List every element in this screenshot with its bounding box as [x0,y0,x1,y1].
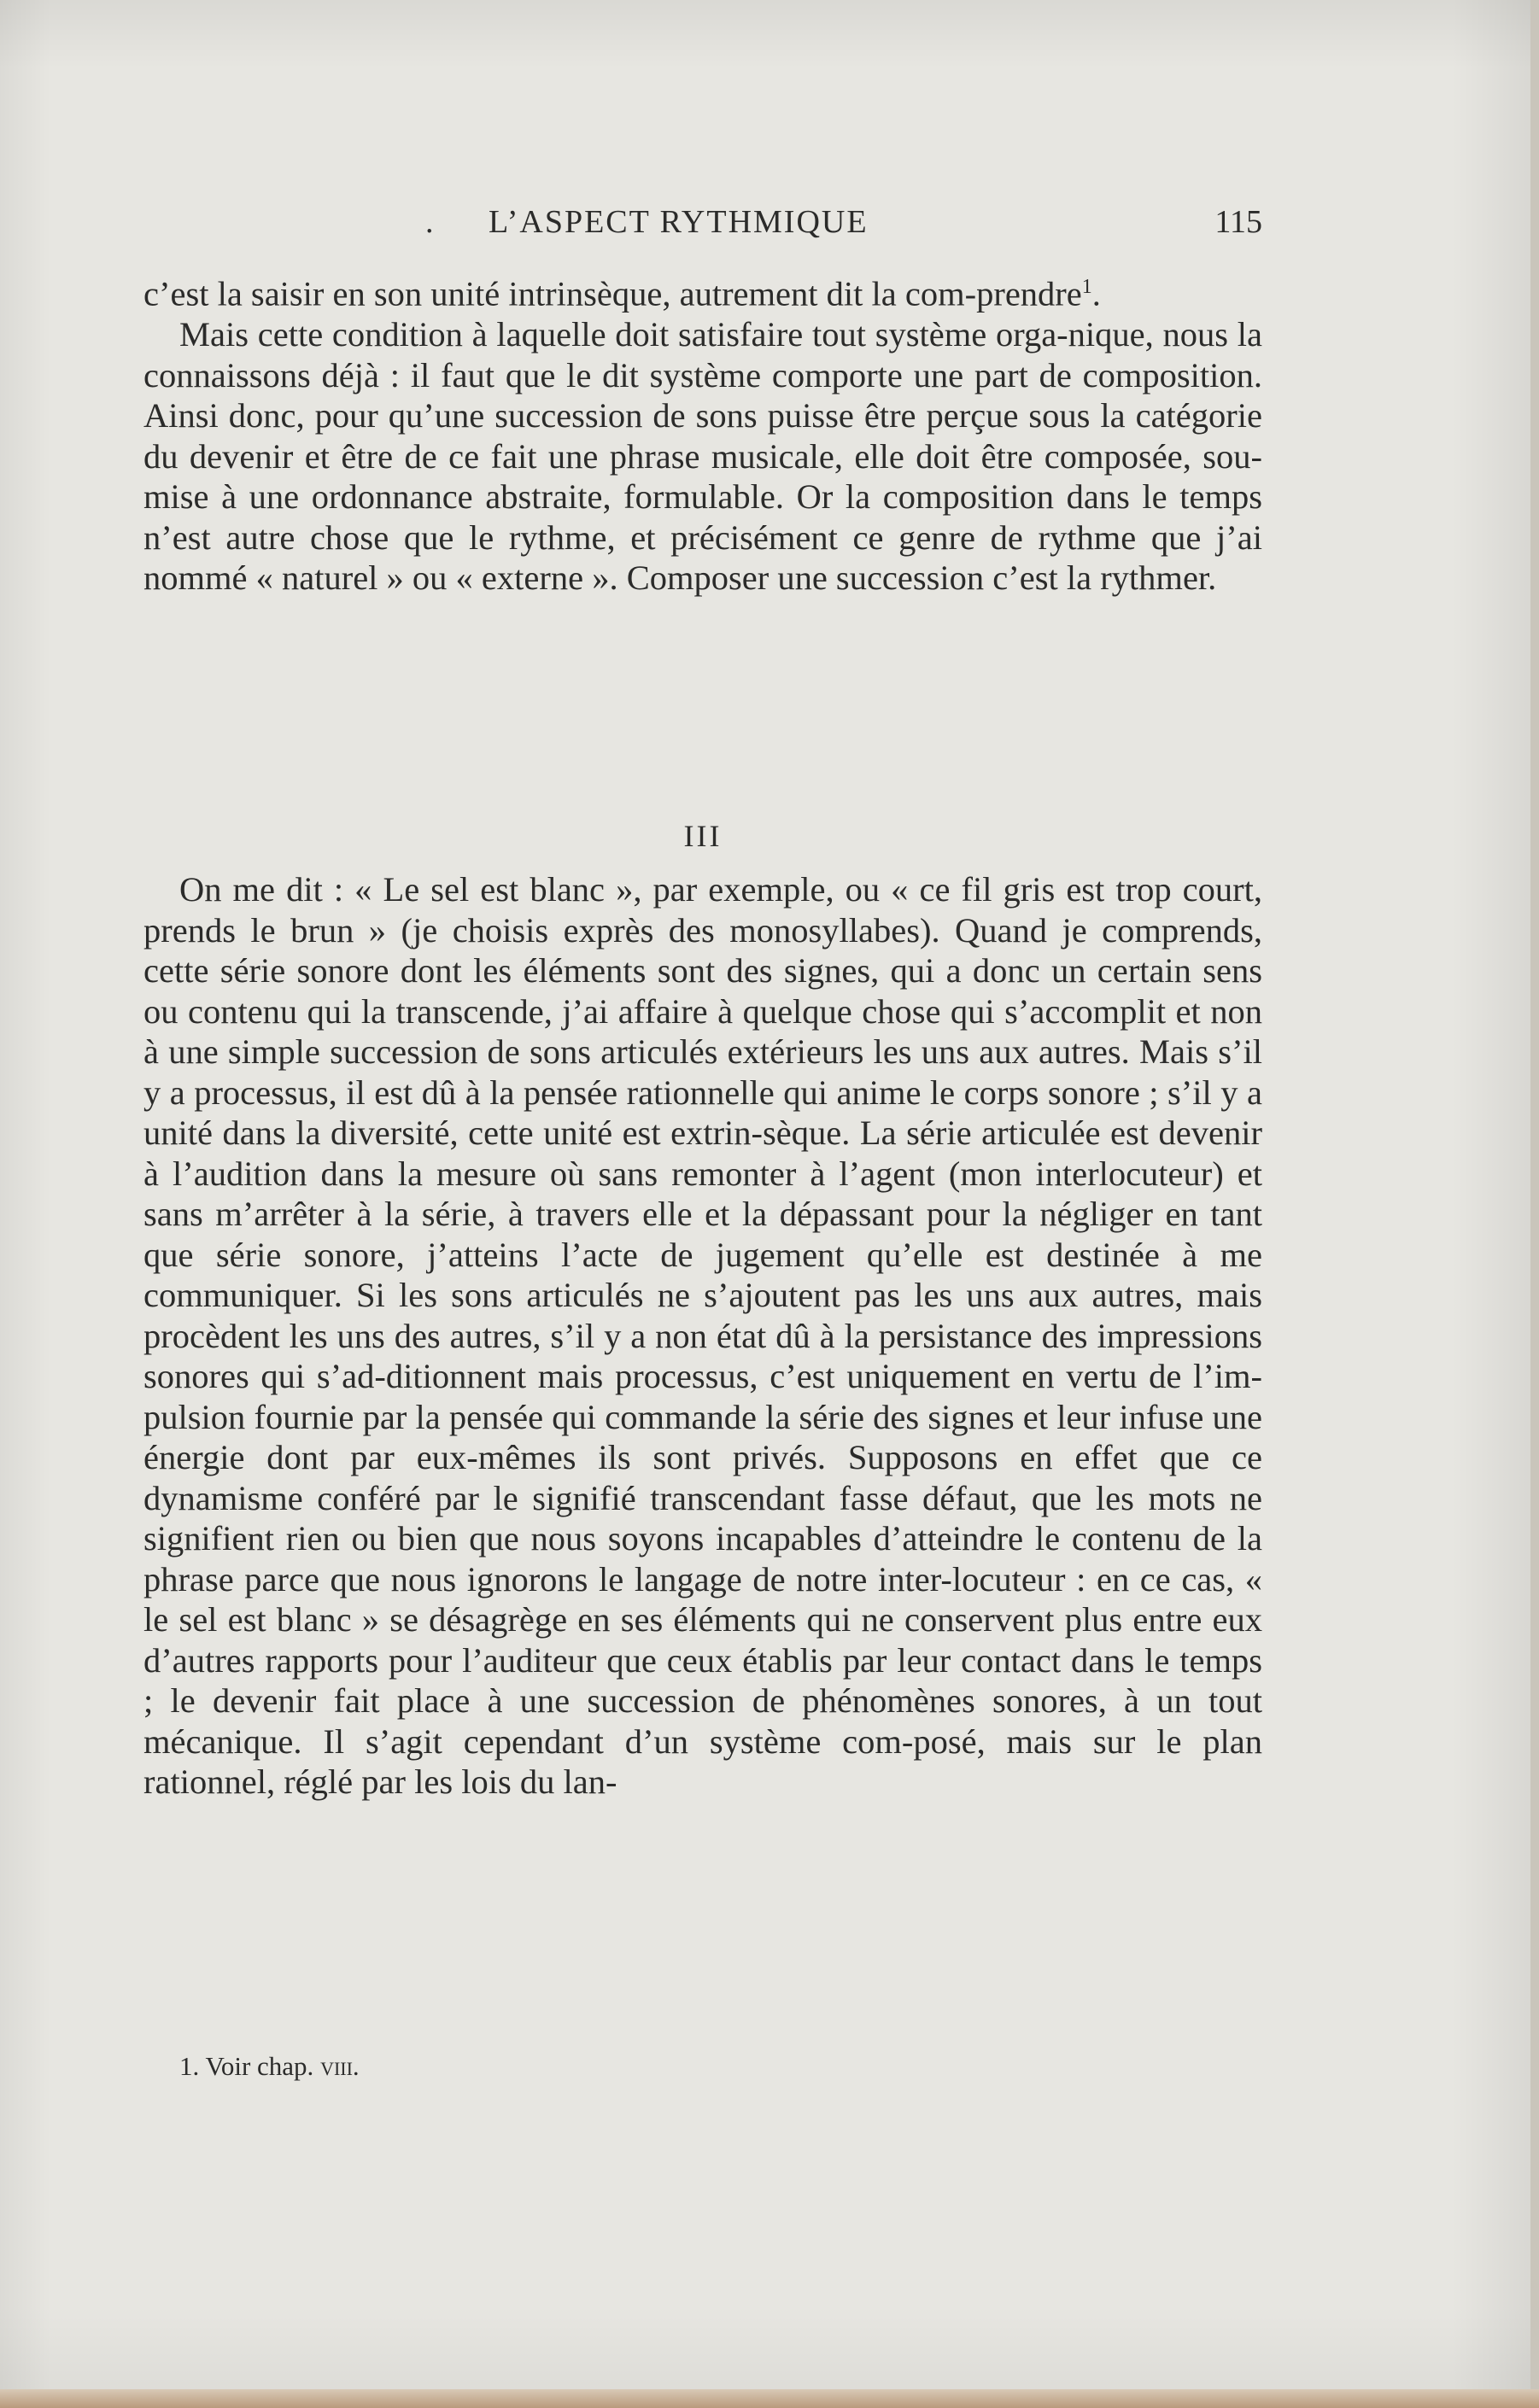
footnote-number: 1. [179,2051,200,2081]
section-number: III [683,819,723,853]
paragraph-1-text: c’est la saisir en son unité intrinsèque, autrement dit la com-prendre [143,274,1082,313]
footnote-chapter: viii. [320,2051,360,2081]
page-bottom-edge [0,2389,1539,2408]
running-head [143,203,1262,254]
paragraph-2: Mais cette condition à laquelle doit satisfaire tout système orga-nique, nous la connaissons déjà : il faut que le dit système comporte une part de composition. Ainsi donc, pour qu’une succession de sons puisse être perçue sous la catégorie du devenir et être de ce fait une phrase musicale, elle doit être composée, sou-mise à une ordonnance abstraite, formulable. Or la composition dans le temps n’est autre chose que le rythme, et précisément ce genre de rythme que j’ai nommé « naturel » ou « externe ». Composer une succession c’est la rythmer. [143,315,1262,597]
page-edge-shadow [1530,0,1539,2408]
running-head-dot: . [425,204,434,240]
footnote [179,2051,360,2082]
paragraph-continued [143,267,1262,314]
footnote-text: Voir chap. [205,2051,314,2081]
footnote-reference: 1 [1081,276,1092,298]
opening-text-block [143,267,1262,599]
running-head-title: L’ASPECT RYTHMIQUE [489,204,869,240]
paragraph-3: On me dit : « Le sel est blanc », par exemple, ou « ce fil gris est trop court, prends le brun » (je choisis exprès des monosyllabes). Quand je comprends, cette série sonore dont les éléments sont des signes, qui a donc un certain sens ou contenu qui la transcende, j’ai affaire à quelque chose qui s’accomplit et non à une simple succession de sons articulés extérieurs les uns aux autres. Mais s’il y a processus, il est dû à la pensée rationnelle qui anime le corps sonore ; s’il y a unité dans la diversité, cette unité est extrin-sèque. La série articulée est devenir à l’audition dans la mesure où sans remonter à l’agent (mon interlocuteur) et sans m’arrêter à la série, à travers elle et la dépassant pour la négliger en tant que série sonore, j’atteins l’acte de jugement qu’elle est destinée à me communiquer. Si les sons articulés ne s’ajoutent pas les uns aux autres, mais procèdent les uns des autres, s’il y a non état dû à la persistance des impressions sonores qui s’ad-ditionnent mais processus, c’est uniquement en vertu de l’im-pulsion fournie par la pensée qui commande la série des signes et leur infuse une énergie dont par eux-mêmes ils sont privés. Supposons en effet que ce dynamisme conféré par le signifié transcendant fasse défaut, que les mots ne signifient rien ou bien que nous soyons incapables d’atteindre le contenu de la phrase parce que nous ignorons le langage de notre inter-locuteur : en ce cas, « le sel est blanc » se désagrège en ses éléments qui ne conservent plus entre eux d’autres rapports pour l’auditeur que ceux établis par leur contact dans le temps ; le devenir fait place à une succession de phénomènes sonores, à un tout mécanique. Il s’agit cependant d’un système com-posé, mais sur le plan rationnel, réglé par les lois du lan- [143,870,1262,1801]
section-text-block [143,869,1262,1803]
page-number: 115 [1214,204,1262,240]
paragraph-1-end: . [1091,274,1101,313]
